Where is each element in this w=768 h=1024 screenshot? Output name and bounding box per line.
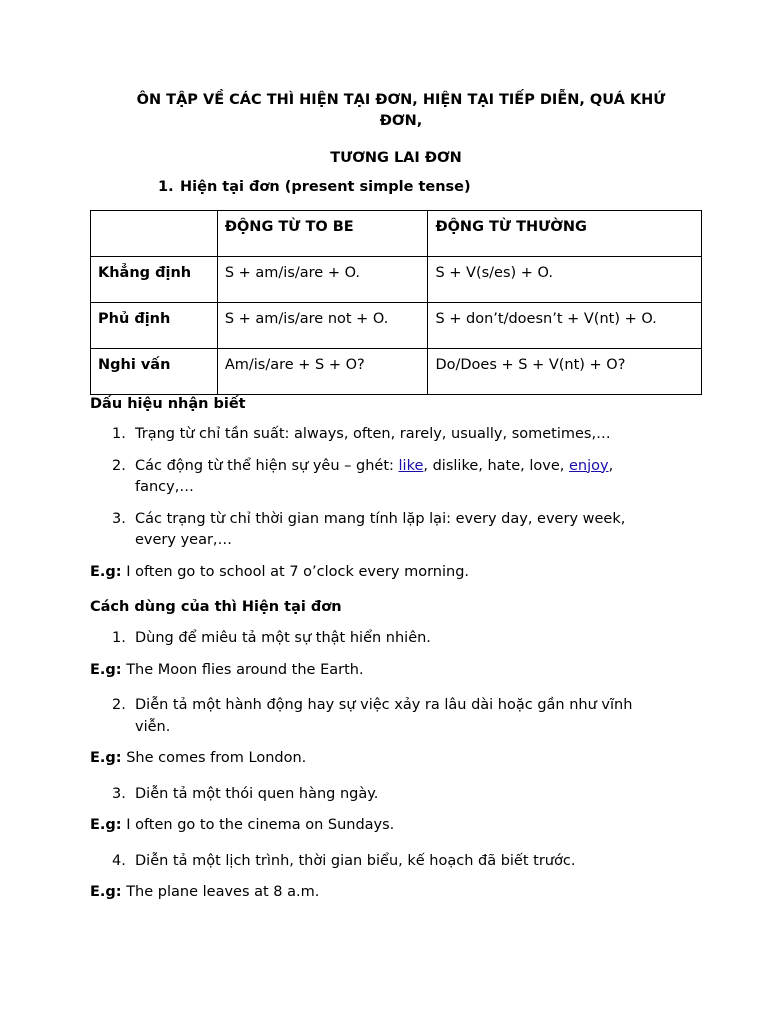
- example-text: I often go to the cinema on Sundays.: [121, 817, 395, 833]
- link-like[interactable]: like: [398, 457, 424, 474]
- table-header-regular-verb: ĐỘNG TỪ THƯỜNG: [428, 211, 702, 257]
- table-cell: S + V(s/es) + O.: [428, 257, 702, 303]
- table-row: [91, 349, 702, 395]
- table-cell: Am/is/are + S + O?: [217, 349, 428, 395]
- example-label: E.g:: [90, 884, 122, 900]
- table-header-to-be: ĐỘNG TỪ TO BE: [217, 211, 428, 257]
- list-text-part: Các động từ thể hiện sự yêu – ghét:: [135, 457, 399, 474]
- list-text: [135, 456, 702, 499]
- document-title: ÔN TẬP VỀ CÁC THÌ HIỆN TẠI ĐƠN, HIỆN TẠI TIẾP DIỄN, QUÁ KHỨ ĐƠN,: [136, 92, 666, 129]
- list-item: [90, 784, 702, 806]
- example-line: [90, 815, 702, 836]
- example-line: [90, 882, 702, 903]
- example-label: E.g:: [90, 817, 122, 833]
- list-text-part: , fancy,…: [135, 457, 614, 495]
- document-page: [90, 90, 702, 918]
- section-number: 1.: [158, 179, 174, 195]
- section-heading-present-simple: [90, 177, 702, 198]
- list-number: 2.: [112, 697, 126, 713]
- list-item: [90, 509, 702, 552]
- list-text: Diễn tả một thói quen hàng ngày.: [135, 785, 379, 802]
- list-item: [90, 424, 702, 446]
- list-number: 3.: [112, 785, 126, 802]
- list-item: [90, 851, 702, 873]
- table-header-empty: [91, 211, 218, 257]
- table-cell: S + am/is/are + O.: [217, 257, 428, 303]
- list-text: Dùng để miêu tả một sự thật hiển nhiên.: [135, 630, 431, 646]
- list-number: 1.: [112, 426, 126, 442]
- list-number: 4.: [112, 852, 126, 869]
- example-line: [90, 562, 702, 583]
- list-number: 2.: [112, 457, 126, 474]
- row-label-interrogative: Nghi vấn: [91, 349, 218, 395]
- example-text: The Moon flies around the Earth.: [121, 661, 364, 678]
- table-cell: S + don’t/doesn’t + V(nt) + O.: [428, 303, 702, 349]
- table-row: [91, 303, 702, 349]
- example-label: E.g:: [90, 563, 122, 580]
- example-line: [90, 748, 702, 769]
- table-cell: S + am/is/are not + O.: [217, 303, 428, 349]
- document-subtitle: TƯƠNG LAI ĐƠN: [330, 150, 462, 166]
- example-text: The plane leaves at 8 a.m.: [121, 884, 320, 900]
- list-item: [90, 456, 702, 499]
- list-text: Diễn tả một hành động hay sự việc xảy ra lâu dài hoặc gần như vĩnh viễn.: [135, 697, 633, 735]
- list-item: [90, 628, 702, 650]
- link-enjoy[interactable]: enjoy: [568, 457, 609, 474]
- table-row: [91, 257, 702, 303]
- table-cell: Do/Does + S + V(nt) + O?: [428, 349, 702, 395]
- example-label: E.g:: [90, 661, 122, 678]
- list-number: 3.: [112, 510, 126, 527]
- list-number: 1.: [112, 630, 126, 646]
- list-text: Trạng từ chỉ tần suất: always, often, rarely, usually, sometimes,…: [135, 426, 611, 442]
- usage-heading: Cách dùng của thì Hiện tại đơn: [90, 599, 342, 615]
- list-text: Diễn tả một lịch trình, thời gian biểu, kế hoạch đã biết trước.: [135, 852, 576, 869]
- section-title: Hiện tại đơn (present simple tense): [180, 179, 471, 195]
- example-text: I often go to school at 7 o’clock every morning.: [121, 563, 470, 580]
- example-label: E.g:: [90, 750, 122, 766]
- row-label-affirmative: Khẳng định: [91, 257, 218, 303]
- list-text-part: , dislike, hate, love,: [423, 457, 569, 474]
- list-text: Các trạng từ chỉ thời gian mang tính lặp lại: every day, every week, every year,…: [135, 510, 626, 548]
- grammar-table: [90, 210, 702, 395]
- example-line: [90, 660, 702, 681]
- table-header-row: [91, 211, 702, 257]
- row-label-negative: Phủ định: [91, 303, 218, 349]
- signs-heading: Dấu hiệu nhận biết: [90, 396, 246, 412]
- example-text: She comes from London.: [121, 750, 307, 766]
- list-item: [90, 695, 702, 738]
